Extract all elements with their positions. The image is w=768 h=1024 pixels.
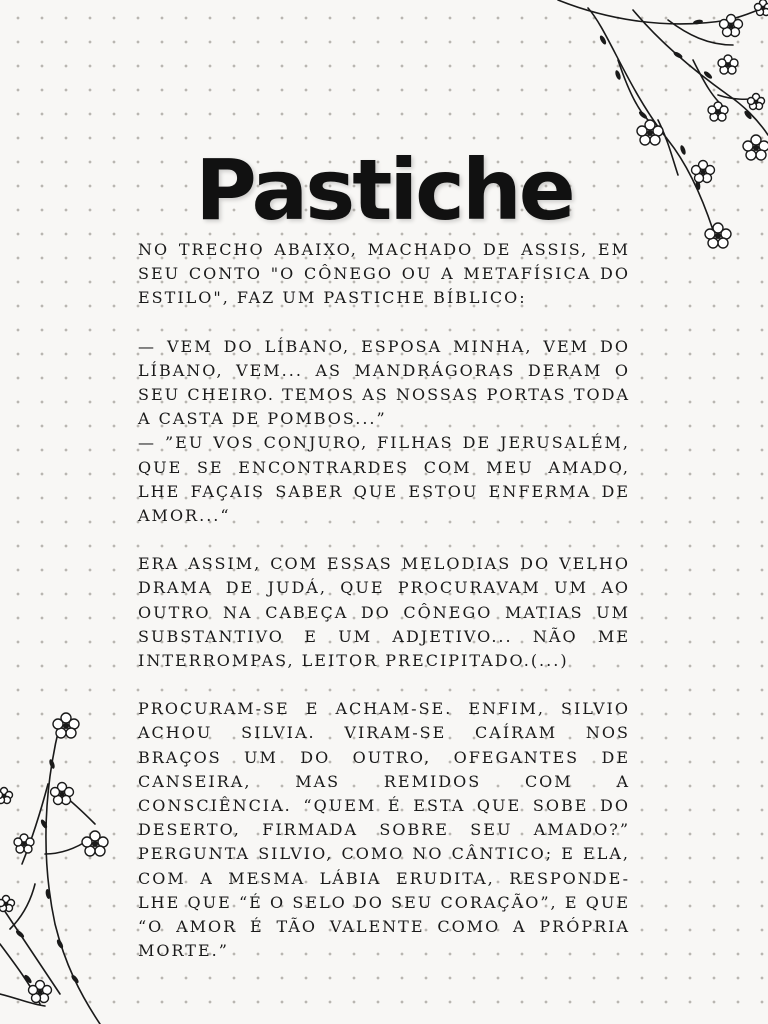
page-title: Pastiche (195, 141, 573, 240)
intro-paragraph: NO TRECHO ABAIXO, MACHADO DE ASSIS, EM SEU CONTO "O CÔNEGO OU A METAFÍSICA DO ESTILO", FAZ UM PASTICHE BÍBLICO: (138, 240, 630, 308)
body-text (138, 238, 630, 987)
flower-branch-icon (0, 704, 120, 1024)
quote-paragraph: — VEM DO LÍBANO, ESPOSA MINHA, VEM DO LÍBANO, VEM... AS MANDRÁGORAS DERAM O SEU CHEIRO. TEMOS AS NOSSAS PORTAS TODA A CASTA DE POMBOS...” — ”EU VOS CONJURO, FILHAS DE JERUSALÉM, QUE SE ENCONTRARDES COM MEU AMADO, LHE FAÇAIS SABER QUE ESTOU ENFERMA DE AMOR...“ (138, 336, 630, 526)
final-paragraph: PROCURAM-SE E ACHAM-SE. ENFIM, SILVIO ACHOU SILVIA. VIRAM-SE CAÍRAM NOS BRAÇOS UM DO OUTRO, OFEGANTES DE CANSEIRA, MAS REMIDOS COM A CONSCIÊNCIA. “QUEM É ESTA QUE SOBE DO DESERTO, FIRMADA SOBRE SEU AMADO?” PERGUNTA SILVIO, COMO NO CÂNTICO; E ELA, COM A MESMA LÁBIA ERUDITA, RESPONDE-LHE QUE “É O SELO DO SEU CORAÇÃO”, E QUE “O AMOR É TÃO VALENTE COMO A PRÓPRIA MORTE.” (138, 699, 630, 961)
middle-paragraph: ERA ASSIM, COM ESSAS MELODIAS DO VELHO DRAMA DE JUDÁ, QUE PROCURAVAM UM AO OUTRO NA CABEÇA DO CÔNEGO MATIAS UM SUBSTANTIVO E UM ADJETIVO... NÃO ME INTERROMPAS, LEITOR PRECIPITADO.(...) (138, 554, 630, 671)
